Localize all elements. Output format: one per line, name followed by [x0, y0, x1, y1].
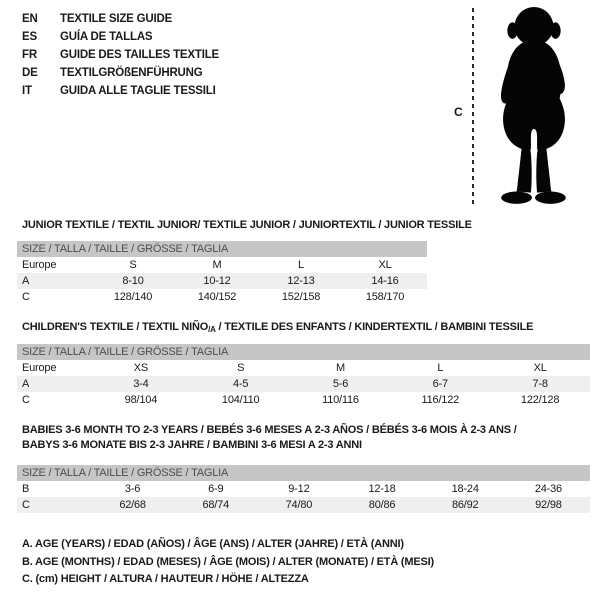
- table-cell: 152/158: [281, 291, 321, 303]
- lang-title: TEXTILE SIZE GUIDE: [60, 13, 173, 25]
- size-header-label: SIZE / TALLA / TAILLE / GRÖSSE / TAGLIA: [17, 241, 427, 257]
- children-title-prefix: CHILDREN'S TEXTILE / TEXTIL NIÑO: [22, 321, 209, 333]
- table-row: [17, 481, 590, 497]
- table-cell: 74/80: [257, 497, 340, 513]
- table-cell: 86/92: [424, 497, 507, 513]
- table-cell: 92/98: [507, 497, 590, 513]
- lang-title: GUÍA DE TALLAS: [60, 31, 153, 43]
- height-measure-label: C: [454, 105, 463, 119]
- table-row: [17, 257, 427, 273]
- table-cell: 18-24: [451, 483, 479, 495]
- children-title-subscript: /A: [208, 325, 216, 334]
- table-cell: XL: [533, 362, 547, 374]
- row-label: Europe: [22, 362, 57, 374]
- table-row: [17, 392, 590, 408]
- table-row: [17, 360, 590, 376]
- table-cell: 110/116: [322, 394, 359, 406]
- height-dashed-line-icon: [472, 8, 474, 206]
- row-label: Europe: [22, 259, 57, 271]
- table-cell: 128/140: [113, 291, 153, 303]
- table-cell: 8-10: [91, 273, 175, 289]
- table-cell: XS: [133, 362, 149, 374]
- lang-row-it: [22, 82, 219, 100]
- table-cell: S: [129, 259, 137, 271]
- babies-table-title: [22, 423, 517, 453]
- table-cell: 7-8: [490, 376, 590, 392]
- table-cell: 3-6: [124, 483, 141, 495]
- lang-code: FR: [22, 49, 37, 61]
- table-header-row: [17, 241, 427, 257]
- measurement-legend: [22, 536, 434, 589]
- babies-size-table: [17, 465, 590, 513]
- lang-row-es: [22, 28, 219, 46]
- lang-code: DE: [22, 67, 38, 79]
- table-row: [17, 289, 427, 305]
- table-cell: 140/152: [197, 291, 237, 303]
- children-title-suffix: / TEXTILE DES ENFANTS / KINDERTEXTIL / BAMBINI TESSILE: [215, 321, 534, 333]
- legend-line-a: A. AGE (YEARS) / EDAD (AÑOS) / ÂGE (ANS) / ALTER (JAHRE) / ETÀ (ANNI): [22, 538, 404, 550]
- table-cell: 6-9: [208, 483, 224, 495]
- table-cell: 116/122: [421, 394, 460, 406]
- lang-code: EN: [22, 13, 38, 25]
- table-cell: 98/104: [124, 394, 158, 406]
- table-header-row: [17, 344, 590, 360]
- row-label: A: [17, 376, 91, 392]
- language-title-block: [22, 10, 219, 100]
- lang-code: ES: [22, 31, 37, 43]
- table-cell: 6-7: [390, 376, 490, 392]
- junior-size-table: [17, 241, 427, 305]
- table-cell: 4-5: [191, 376, 291, 392]
- lang-code: IT: [22, 85, 32, 97]
- table-cell: 10-12: [175, 273, 259, 289]
- table-row: [17, 497, 590, 513]
- row-label: C: [22, 394, 30, 406]
- table-row: [17, 273, 427, 289]
- row-label: B: [22, 483, 30, 495]
- children-size-table: [17, 344, 590, 408]
- table-cell: 68/74: [174, 497, 257, 513]
- lang-row-fr: [22, 46, 219, 64]
- lang-title: TEXTILGRÖßENFÜHRUNG: [60, 67, 203, 79]
- table-header-row: [17, 465, 590, 481]
- babies-title-line1: BABIES 3-6 MONTH TO 2-3 YEARS / BEBÉS 3-6 MESES A 2-3 AÑOS / BÉBÉS 3-6 MOIS À 2-3 ANS /: [22, 424, 517, 436]
- table-cell: 9-12: [288, 483, 310, 495]
- row-label: A: [17, 273, 91, 289]
- table-cell: 104/110: [221, 394, 260, 406]
- toddler-silhouette-icon: [482, 5, 586, 210]
- table-cell: 5-6: [291, 376, 391, 392]
- junior-table-title: JUNIOR TEXTILE / TEXTIL JUNIOR/ TEXTILE JUNIOR / JUNIORTEXTIL / JUNIOR TESSILE: [22, 219, 472, 231]
- table-cell: 12-13: [259, 273, 343, 289]
- table-cell: 62/68: [91, 497, 174, 513]
- table-cell: 24-36: [534, 483, 562, 495]
- size-header-label: SIZE / TALLA / TAILLE / GRÖSSE / TAGLIA: [17, 344, 590, 360]
- table-cell: 80/86: [340, 497, 423, 513]
- table-cell: 122/128: [520, 394, 560, 406]
- table-cell: 14-16: [343, 273, 427, 289]
- size-header-label: SIZE / TALLA / TAILLE / GRÖSSE / TAGLIA: [17, 465, 590, 481]
- table-cell: 158/170: [365, 291, 405, 303]
- table-cell: M: [212, 259, 222, 271]
- table-cell: L: [298, 259, 304, 271]
- table-cell: 12-18: [368, 483, 396, 495]
- legend-line-c: C. (cm) HEIGHT / ALTURA / HAUTEUR / HÖHE / ALTEZZA: [22, 573, 309, 585]
- row-label: C: [22, 291, 30, 303]
- legend-line-b: B. AGE (MONTHS) / EDAD (MESES) / ÂGE (MOIS) / ALTER (MONATE) / ETÀ (MESI): [22, 555, 434, 568]
- lang-title: GUIDE DES TAILLES TEXTILE: [60, 49, 219, 61]
- table-cell: L: [437, 362, 444, 374]
- table-cell: 3-4: [91, 376, 191, 392]
- lang-row-de: [22, 64, 219, 82]
- table-row: [17, 376, 590, 392]
- lang-row-en: [22, 10, 219, 28]
- table-cell: XL: [378, 259, 392, 271]
- lang-title: GUIDA ALLE TAGLIE TESSILI: [60, 85, 216, 97]
- babies-title-line2: BABYS 3-6 MONATE BIS 2-3 JAHRE / BAMBINI 3-6 MESI A 2-3 ANNI: [22, 439, 362, 451]
- table-cell: M: [336, 362, 345, 374]
- row-label: C: [17, 497, 91, 513]
- children-table-title: [22, 320, 533, 337]
- table-cell: S: [237, 362, 245, 374]
